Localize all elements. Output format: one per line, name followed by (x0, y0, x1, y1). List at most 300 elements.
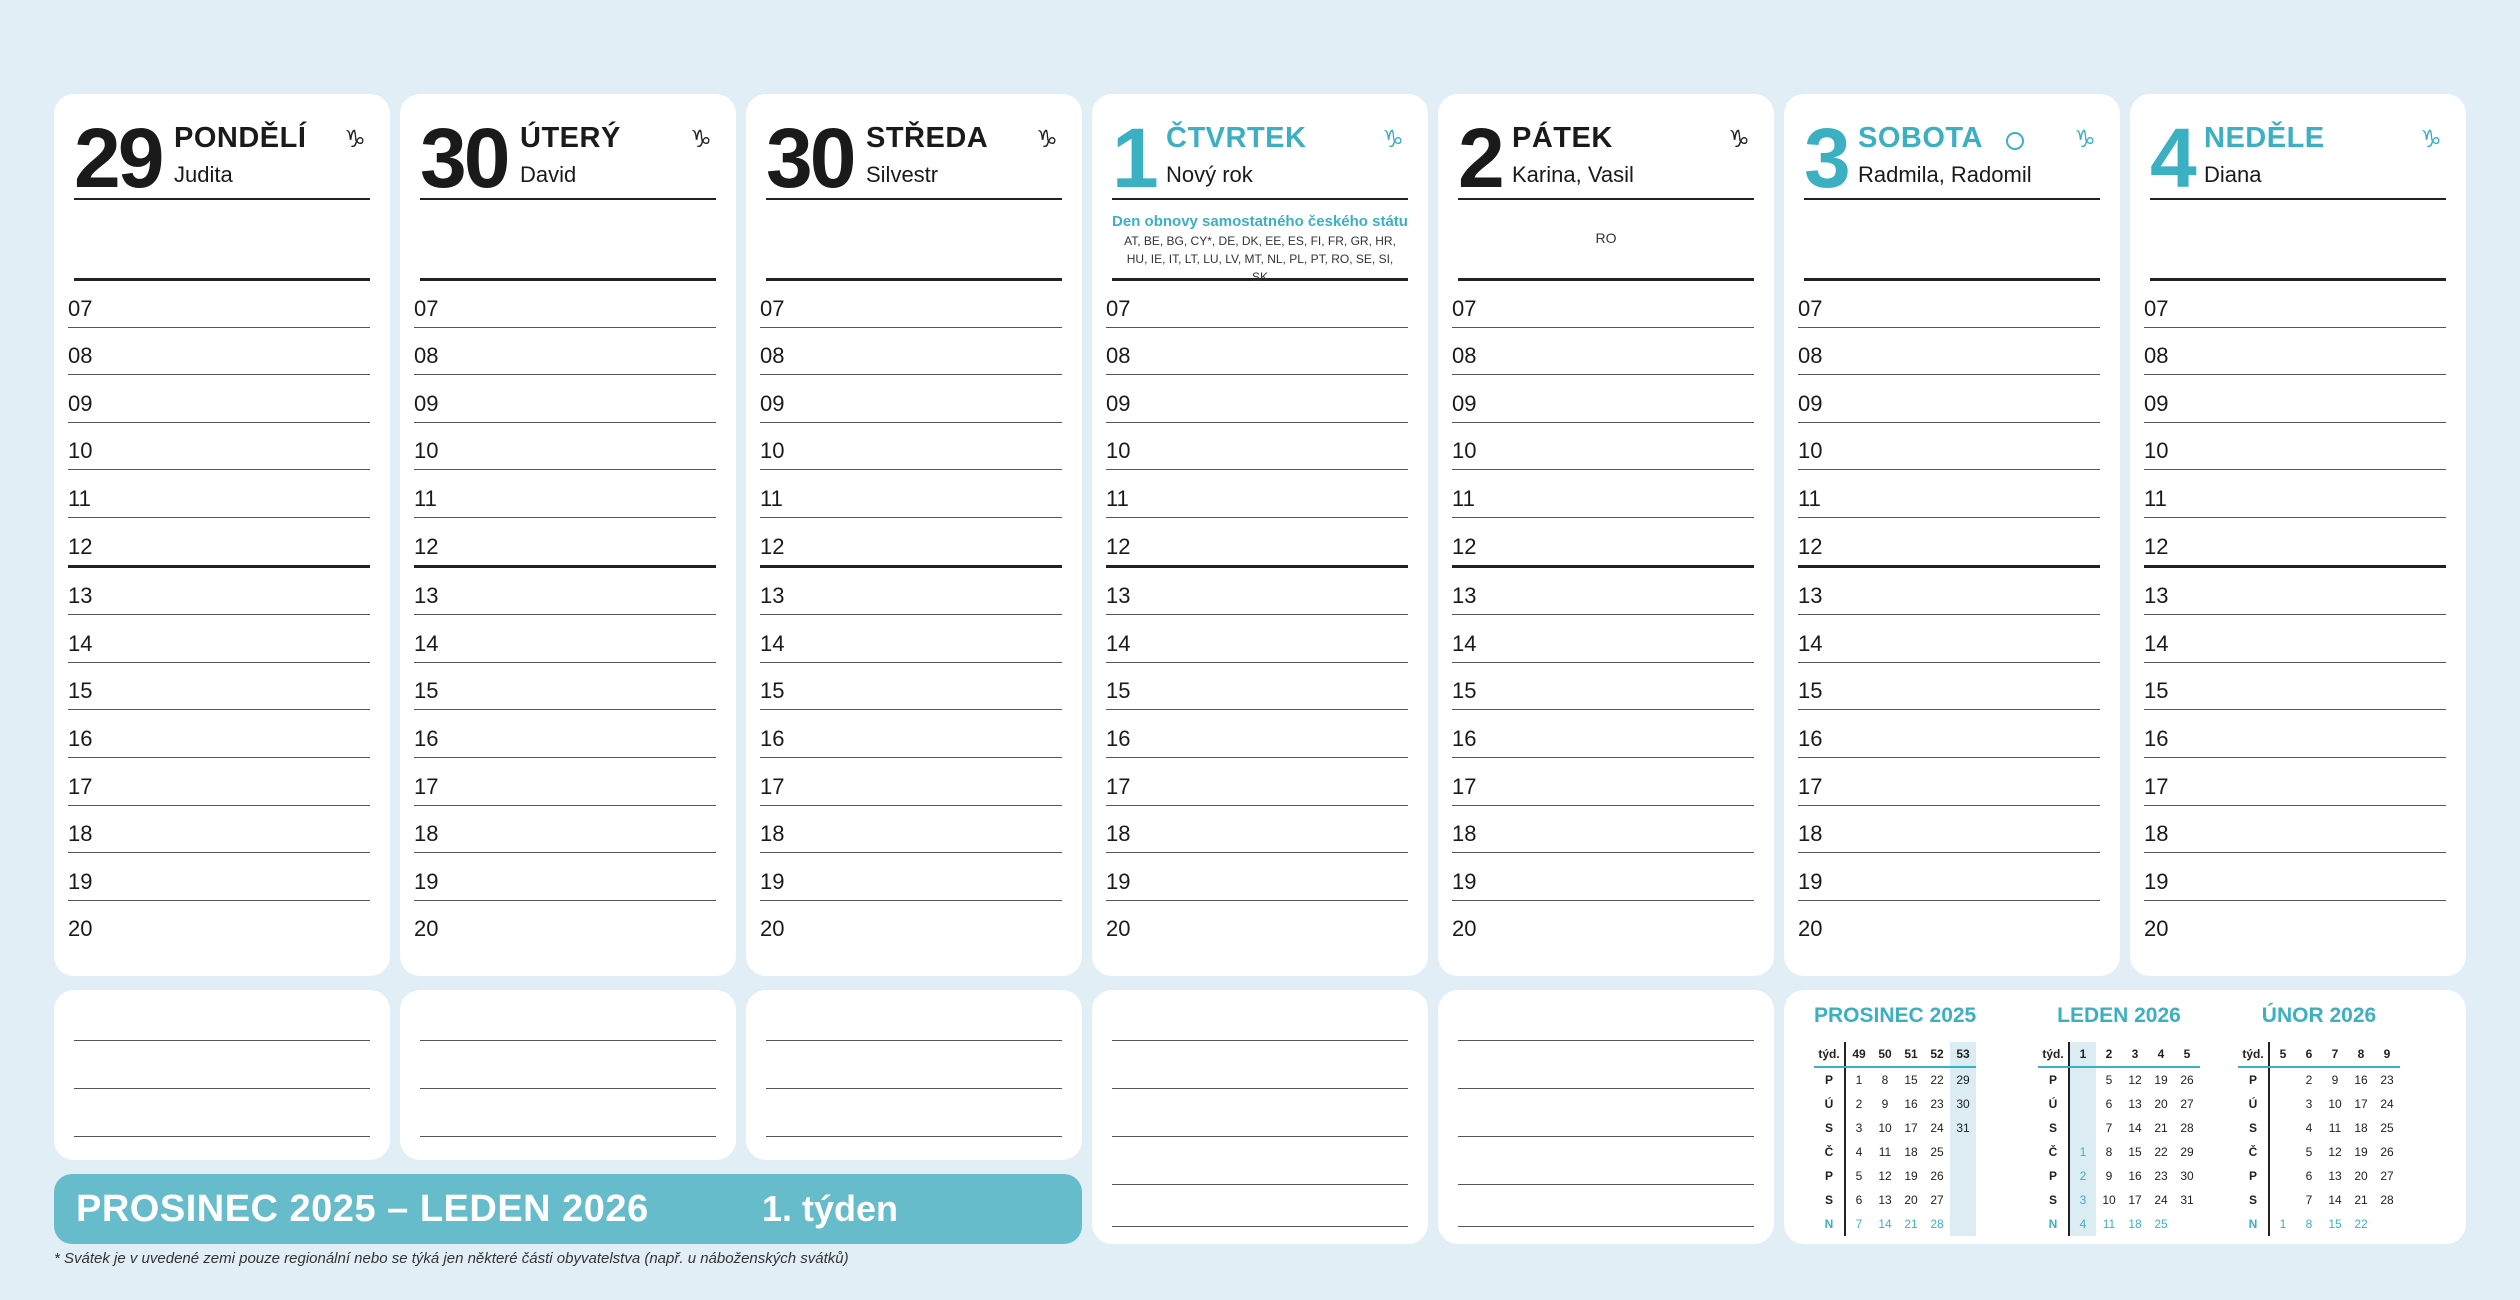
hour-row[interactable] (1106, 806, 1408, 854)
hour-row[interactable] (2144, 423, 2446, 471)
hour-row[interactable] (1106, 663, 1408, 711)
hour-row[interactable] (2144, 518, 2446, 568)
notes-box[interactable] (400, 990, 736, 1160)
day-row (2038, 1212, 2200, 1236)
hour-row[interactable] (2144, 568, 2446, 616)
hour-row[interactable] (2144, 663, 2446, 711)
note-line (1112, 1226, 1408, 1227)
day-header (1804, 111, 2100, 205)
hour-row[interactable] (1452, 901, 1754, 948)
hour-label: 09 (2144, 390, 2169, 416)
hour-label: 20 (68, 916, 93, 942)
name-day: Radmila, Radomil (1858, 162, 2032, 187)
hour-label: 13 (760, 583, 785, 609)
day-name: STŘEDA (866, 122, 989, 154)
hour-row[interactable] (68, 663, 370, 711)
week-number: 1 (2069, 1042, 2096, 1067)
mini-calendar-title: PROSINEC 2025 (1814, 1004, 1977, 1027)
hour-row[interactable] (1452, 423, 1754, 471)
hour-label: 18 (760, 821, 785, 847)
hour-row[interactable] (1798, 375, 2100, 423)
hour-label: 14 (760, 630, 785, 656)
hour-row[interactable] (1106, 375, 1408, 423)
holiday-name: Den obnovy samostatného českého státu (1112, 213, 1408, 230)
name-day: David (520, 162, 577, 187)
day-number: 30 (766, 111, 854, 205)
date-cell (2269, 1092, 2296, 1116)
day-number: 29 (74, 111, 162, 205)
hour-row[interactable] (1798, 568, 2100, 616)
hour-label: 07 (68, 295, 93, 321)
date-cell: 17 (2354, 1097, 2368, 1111)
hour-label: 10 (1798, 438, 1823, 464)
date-cell: 20 (2154, 1097, 2168, 1111)
hour-row[interactable] (760, 568, 1062, 616)
capricorn-icon: ♑ (1728, 125, 1750, 153)
hour-row[interactable] (1106, 280, 1408, 328)
hour-row[interactable] (68, 518, 370, 568)
hour-row[interactable] (414, 758, 716, 806)
hour-label: 11 (68, 485, 91, 511)
date-cell: 16 (2354, 1073, 2368, 1087)
week-number: 3 (2122, 1042, 2148, 1067)
note-line (1112, 1136, 1408, 1137)
hour-row[interactable] (2144, 710, 2446, 758)
date-cell: 12 (1878, 1169, 1892, 1183)
weekday-label: Ú (1814, 1092, 1845, 1116)
date-cell: 28 (2180, 1121, 2194, 1135)
holiday-states: AT, BE, BG, CY*, DE, DK, EE, ES, FI, FR, GR, HR, HU, IE, IT, LT, LU, LV, MT, NL, PL, PT, RO, SE, SI, SK (1124, 234, 1396, 284)
day-row (1814, 1067, 1976, 1092)
hour-row[interactable] (1798, 806, 2100, 854)
day-row (2238, 1092, 2400, 1116)
date-cell: 9 (2331, 1073, 2339, 1087)
hour-row[interactable] (760, 280, 1062, 328)
note-line (74, 1040, 370, 1041)
hour-row[interactable] (414, 853, 716, 901)
hour-label: 10 (414, 438, 439, 464)
date-cell: 8 (2305, 1217, 2313, 1231)
date-cell: 18 (2354, 1121, 2368, 1135)
date-cell: 24 (2380, 1097, 2394, 1111)
hour-label: 16 (2144, 725, 2169, 751)
hour-row[interactable] (68, 615, 370, 663)
hour-row[interactable] (760, 853, 1062, 901)
hour-row[interactable] (1452, 615, 1754, 663)
hour-label: 10 (2144, 438, 2169, 464)
hour-row[interactable] (760, 470, 1062, 518)
mini-calendar-table (1814, 1042, 1976, 1236)
hour-row[interactable] (68, 758, 370, 806)
weekday-label: S (1814, 1188, 1845, 1212)
hour-row[interactable] (760, 375, 1062, 423)
hour-row[interactable] (1452, 758, 1754, 806)
hour-row[interactable] (760, 423, 1062, 471)
footnote: * Svátek je v uvedené zemi pouze regionální nebo se týká jen některé části obyvatelstva (např. u náboženských svátků) (54, 1250, 849, 1267)
hour-label: 09 (1798, 390, 1823, 416)
date-cell (2174, 1212, 2200, 1236)
hour-label: 12 (68, 533, 93, 559)
hour-label: 19 (68, 868, 93, 894)
hour-row[interactable] (1106, 423, 1408, 471)
hour-row[interactable] (1106, 470, 1408, 518)
hour-row[interactable] (414, 568, 716, 616)
day-number: 1 (1112, 111, 1156, 205)
day-row (1814, 1212, 1976, 1236)
hour-label: 17 (414, 773, 439, 799)
hour-row[interactable] (760, 806, 1062, 854)
day-column (746, 94, 1082, 976)
day-column (54, 94, 390, 976)
hour-row[interactable] (760, 663, 1062, 711)
date-cell: 26 (2380, 1145, 2394, 1159)
date-cell: 24 (1930, 1121, 1944, 1135)
hour-label: 19 (1106, 868, 1131, 894)
date-cell: 12 (2328, 1145, 2342, 1159)
hour-row[interactable] (1106, 568, 1408, 616)
hour-row[interactable] (414, 328, 716, 376)
hour-row[interactable] (760, 615, 1062, 663)
date-cell: 3 (1855, 1121, 1863, 1135)
day-name: PÁTEK (1512, 122, 1613, 154)
week-number: 4 (2148, 1042, 2174, 1067)
day-header (420, 111, 716, 205)
hour-row[interactable] (760, 518, 1062, 568)
date-cell (2269, 1164, 2296, 1188)
hour-row[interactable] (2144, 615, 2446, 663)
day-number: 30 (420, 111, 508, 205)
date-cell: 4 (2069, 1212, 2096, 1236)
note-line (1112, 1040, 1408, 1041)
hour-row[interactable] (2144, 470, 2446, 518)
weekday-label: N (1814, 1212, 1845, 1236)
hour-label: 14 (2144, 630, 2169, 656)
note-line (1112, 1088, 1408, 1089)
hour-label: 08 (2144, 343, 2169, 369)
week-number: 9 (2374, 1042, 2400, 1067)
hour-label: 10 (68, 438, 93, 464)
date-cell: 9 (1881, 1097, 1889, 1111)
hour-row[interactable] (1452, 518, 1754, 568)
hour-row[interactable] (1798, 280, 2100, 328)
hour-label: 19 (1452, 868, 1477, 894)
hour-row[interactable] (68, 375, 370, 423)
hour-list (2144, 280, 2446, 947)
full-moon-icon (2006, 132, 2024, 150)
hour-row[interactable] (1106, 901, 1408, 948)
hour-row[interactable] (68, 328, 370, 376)
hour-label: 20 (1106, 916, 1131, 942)
hour-label: 18 (2144, 821, 2169, 847)
hour-label: 17 (760, 773, 785, 799)
week-number: 5 (2269, 1042, 2296, 1067)
date-cell: 26 (1930, 1169, 1944, 1183)
hour-row[interactable] (414, 423, 716, 471)
hour-row[interactable] (760, 328, 1062, 376)
hour-row[interactable] (2144, 375, 2446, 423)
date-cell (2269, 1188, 2296, 1212)
hour-row[interactable] (414, 470, 716, 518)
week-label: týd. (2238, 1042, 2269, 1067)
week-number: 8 (2348, 1042, 2374, 1067)
hour-label: 12 (760, 533, 785, 559)
hour-label: 17 (2144, 773, 2169, 799)
day-row (2038, 1067, 2200, 1092)
date-cell: 30 (2180, 1169, 2194, 1183)
day-row (2038, 1116, 2200, 1140)
date-cell (2069, 1092, 2096, 1116)
hour-list (1106, 280, 1408, 947)
weekday-label: Č (1814, 1140, 1845, 1164)
hour-row[interactable] (1798, 423, 2100, 471)
date-cell: 5 (2305, 1145, 2313, 1159)
date-cell: 11 (2328, 1121, 2342, 1135)
date-cell: 10 (2328, 1097, 2342, 1111)
hour-row[interactable] (68, 568, 370, 616)
date-cell: 31 (1950, 1116, 1976, 1140)
hour-label: 20 (1452, 916, 1477, 942)
hour-row[interactable] (1452, 328, 1754, 376)
date-cell: 15 (2328, 1217, 2342, 1231)
hour-row[interactable] (1798, 328, 2100, 376)
date-cell: 26 (2180, 1073, 2194, 1087)
hour-label: 13 (68, 583, 93, 609)
notes-box[interactable] (746, 990, 1082, 1160)
hour-label: 11 (2144, 485, 2167, 511)
hour-label: 16 (414, 725, 439, 751)
hour-label: 14 (414, 630, 439, 656)
hour-label: 11 (1452, 485, 1475, 511)
hour-row[interactable] (414, 615, 716, 663)
hour-row[interactable] (1106, 518, 1408, 568)
hour-row[interactable] (68, 806, 370, 854)
date-cell: 22 (1930, 1073, 1944, 1087)
hour-row[interactable] (1452, 853, 1754, 901)
date-cell: 6 (2105, 1097, 2113, 1111)
weekday-label: S (2038, 1188, 2069, 1212)
date-cell: 2 (2069, 1164, 2096, 1188)
capricorn-icon: ♑ (1036, 125, 1058, 153)
mini-calendar (2038, 1002, 2200, 1236)
hour-row[interactable] (414, 663, 716, 711)
date-cell: 13 (2328, 1169, 2342, 1183)
date-cell: 5 (2105, 1073, 2113, 1087)
hour-label: 18 (1106, 821, 1131, 847)
date-cell: 21 (2154, 1121, 2168, 1135)
hour-label: 13 (1798, 583, 1823, 609)
day-name: PONDĚLÍ (174, 122, 307, 154)
date-cell: 15 (2128, 1145, 2142, 1159)
mini-calendars-box (1784, 990, 2466, 1244)
mini-calendar-title: ÚNOR 2026 (2261, 1004, 2377, 1027)
hour-label: 15 (1106, 678, 1131, 704)
hour-list (1452, 280, 1754, 947)
hour-row[interactable] (1798, 710, 2100, 758)
hour-row[interactable] (1106, 758, 1408, 806)
day-name: ČTVRTEK (1166, 122, 1307, 154)
date-cell: 19 (2354, 1145, 2368, 1159)
hour-label: 19 (1798, 868, 1823, 894)
hour-label: 12 (1452, 533, 1477, 559)
hour-row[interactable] (1452, 710, 1754, 758)
note-line (1458, 1136, 1754, 1137)
date-cell: 7 (1855, 1217, 1863, 1231)
hour-row[interactable] (1798, 758, 2100, 806)
hour-label: 09 (1106, 390, 1131, 416)
hour-row[interactable] (68, 901, 370, 948)
hour-label: 09 (414, 390, 439, 416)
hour-label: 19 (414, 868, 439, 894)
date-cell: 30 (1950, 1092, 1976, 1116)
date-cell: 2 (2305, 1073, 2313, 1087)
hour-row[interactable] (2144, 853, 2446, 901)
hour-row[interactable] (1798, 518, 2100, 568)
weekday-label: P (1814, 1164, 1845, 1188)
hour-row[interactable] (68, 470, 370, 518)
hour-list (68, 280, 370, 947)
hour-row[interactable] (68, 853, 370, 901)
hour-row[interactable] (2144, 758, 2446, 806)
hour-row[interactable] (1452, 470, 1754, 518)
holiday-area (74, 200, 370, 281)
holiday-area (1112, 200, 1408, 284)
hour-label: 08 (414, 343, 439, 369)
hour-label: 15 (2144, 678, 2169, 704)
hour-row[interactable] (760, 901, 1062, 948)
day-header (1458, 111, 1754, 205)
hour-row[interactable] (1106, 710, 1408, 758)
date-cell: 14 (1878, 1217, 1892, 1231)
holiday-area (2150, 200, 2446, 281)
weekday-label: P (2038, 1067, 2069, 1092)
hour-row[interactable] (1798, 901, 2100, 948)
hour-label: 18 (414, 821, 439, 847)
hour-row[interactable] (1798, 615, 2100, 663)
hour-label: 20 (760, 916, 785, 942)
mini-calendar (1814, 1002, 1976, 1236)
date-cell: 24 (2154, 1193, 2168, 1207)
hour-label: 16 (1106, 725, 1131, 751)
hour-row[interactable] (1452, 375, 1754, 423)
date-cell: 16 (2128, 1169, 2142, 1183)
weekday-label: Ú (2238, 1092, 2269, 1116)
hour-row[interactable] (68, 710, 370, 758)
date-cell: 19 (1904, 1169, 1918, 1183)
week-number-row (1814, 1042, 1976, 1067)
day-row (1814, 1164, 1976, 1188)
hour-label: 17 (1106, 773, 1131, 799)
hour-row[interactable] (414, 710, 716, 758)
hour-row[interactable] (68, 423, 370, 471)
notes-box[interactable] (1092, 990, 1428, 1244)
hour-label: 20 (1798, 916, 1823, 942)
hour-label: 11 (1106, 485, 1129, 511)
hour-row[interactable] (2144, 328, 2446, 376)
weekday-label: P (2038, 1164, 2069, 1188)
date-cell: 21 (1904, 1217, 1918, 1231)
hour-label: 20 (414, 916, 439, 942)
hour-row[interactable] (1106, 615, 1408, 663)
hour-row[interactable] (1106, 328, 1408, 376)
hour-label: 09 (68, 390, 93, 416)
hour-row[interactable] (68, 280, 370, 328)
hour-label: 09 (1452, 390, 1477, 416)
day-column (1438, 94, 1774, 976)
hour-row[interactable] (2144, 901, 2446, 948)
hour-label: 08 (760, 343, 785, 369)
weekday-label: P (2238, 1164, 2269, 1188)
note-line (766, 1088, 1062, 1089)
date-cell: 8 (1881, 1073, 1889, 1087)
date-cell: 23 (2154, 1169, 2168, 1183)
hour-row[interactable] (1798, 853, 2100, 901)
hour-row[interactable] (1452, 280, 1754, 328)
day-header (2150, 111, 2446, 205)
date-cell: 19 (2154, 1073, 2168, 1087)
name-day: Karina, Vasil (1512, 162, 1634, 187)
hour-row[interactable] (1452, 663, 1754, 711)
hour-row[interactable] (1798, 470, 2100, 518)
hour-label: 12 (414, 533, 439, 559)
capricorn-icon: ♑ (690, 125, 712, 153)
hour-row[interactable] (414, 375, 716, 423)
hour-row[interactable] (1798, 663, 2100, 711)
weekday-label: S (2238, 1116, 2269, 1140)
hour-row[interactable] (2144, 806, 2446, 854)
hour-row[interactable] (414, 806, 716, 854)
hour-row[interactable] (760, 758, 1062, 806)
date-cell (1950, 1140, 1976, 1164)
hour-label: 07 (2144, 295, 2169, 321)
notes-box[interactable] (54, 990, 390, 1160)
hour-row[interactable] (414, 518, 716, 568)
day-row (1814, 1116, 1976, 1140)
hour-list (760, 280, 1062, 947)
hour-row[interactable] (760, 710, 1062, 758)
date-cell (1950, 1164, 1976, 1188)
hour-label: 12 (2144, 533, 2169, 559)
hour-label: 07 (760, 295, 785, 321)
name-day: Judita (174, 162, 233, 187)
date-cell: 20 (1904, 1193, 1918, 1207)
hour-label: 11 (760, 485, 783, 511)
hour-row[interactable] (414, 901, 716, 948)
hour-label: 15 (1452, 678, 1477, 704)
mini-calendar-table (2238, 1042, 2400, 1236)
date-cell: 15 (1904, 1073, 1918, 1087)
hour-row[interactable] (1106, 853, 1408, 901)
note-line (1458, 1226, 1754, 1227)
notes-box[interactable] (1438, 990, 1774, 1244)
banner-week-number: 1. týden (762, 1188, 899, 1229)
hour-row[interactable] (1452, 806, 1754, 854)
week-number: 53 (1950, 1042, 1976, 1067)
hour-row[interactable] (1452, 568, 1754, 616)
hour-label: 13 (1452, 583, 1477, 609)
hour-label: 07 (1106, 295, 1131, 321)
day-header (1112, 111, 1408, 205)
day-row (1814, 1188, 1976, 1212)
hour-label: 19 (2144, 868, 2169, 894)
day-name: SOBOTA (1858, 122, 1983, 154)
name-day: Diana (2204, 162, 2262, 187)
day-row (2038, 1188, 2200, 1212)
hour-row[interactable] (2144, 280, 2446, 328)
date-cell: 6 (1855, 1193, 1863, 1207)
hour-list (414, 280, 716, 947)
hour-row[interactable] (414, 280, 716, 328)
day-column (1784, 94, 2120, 976)
